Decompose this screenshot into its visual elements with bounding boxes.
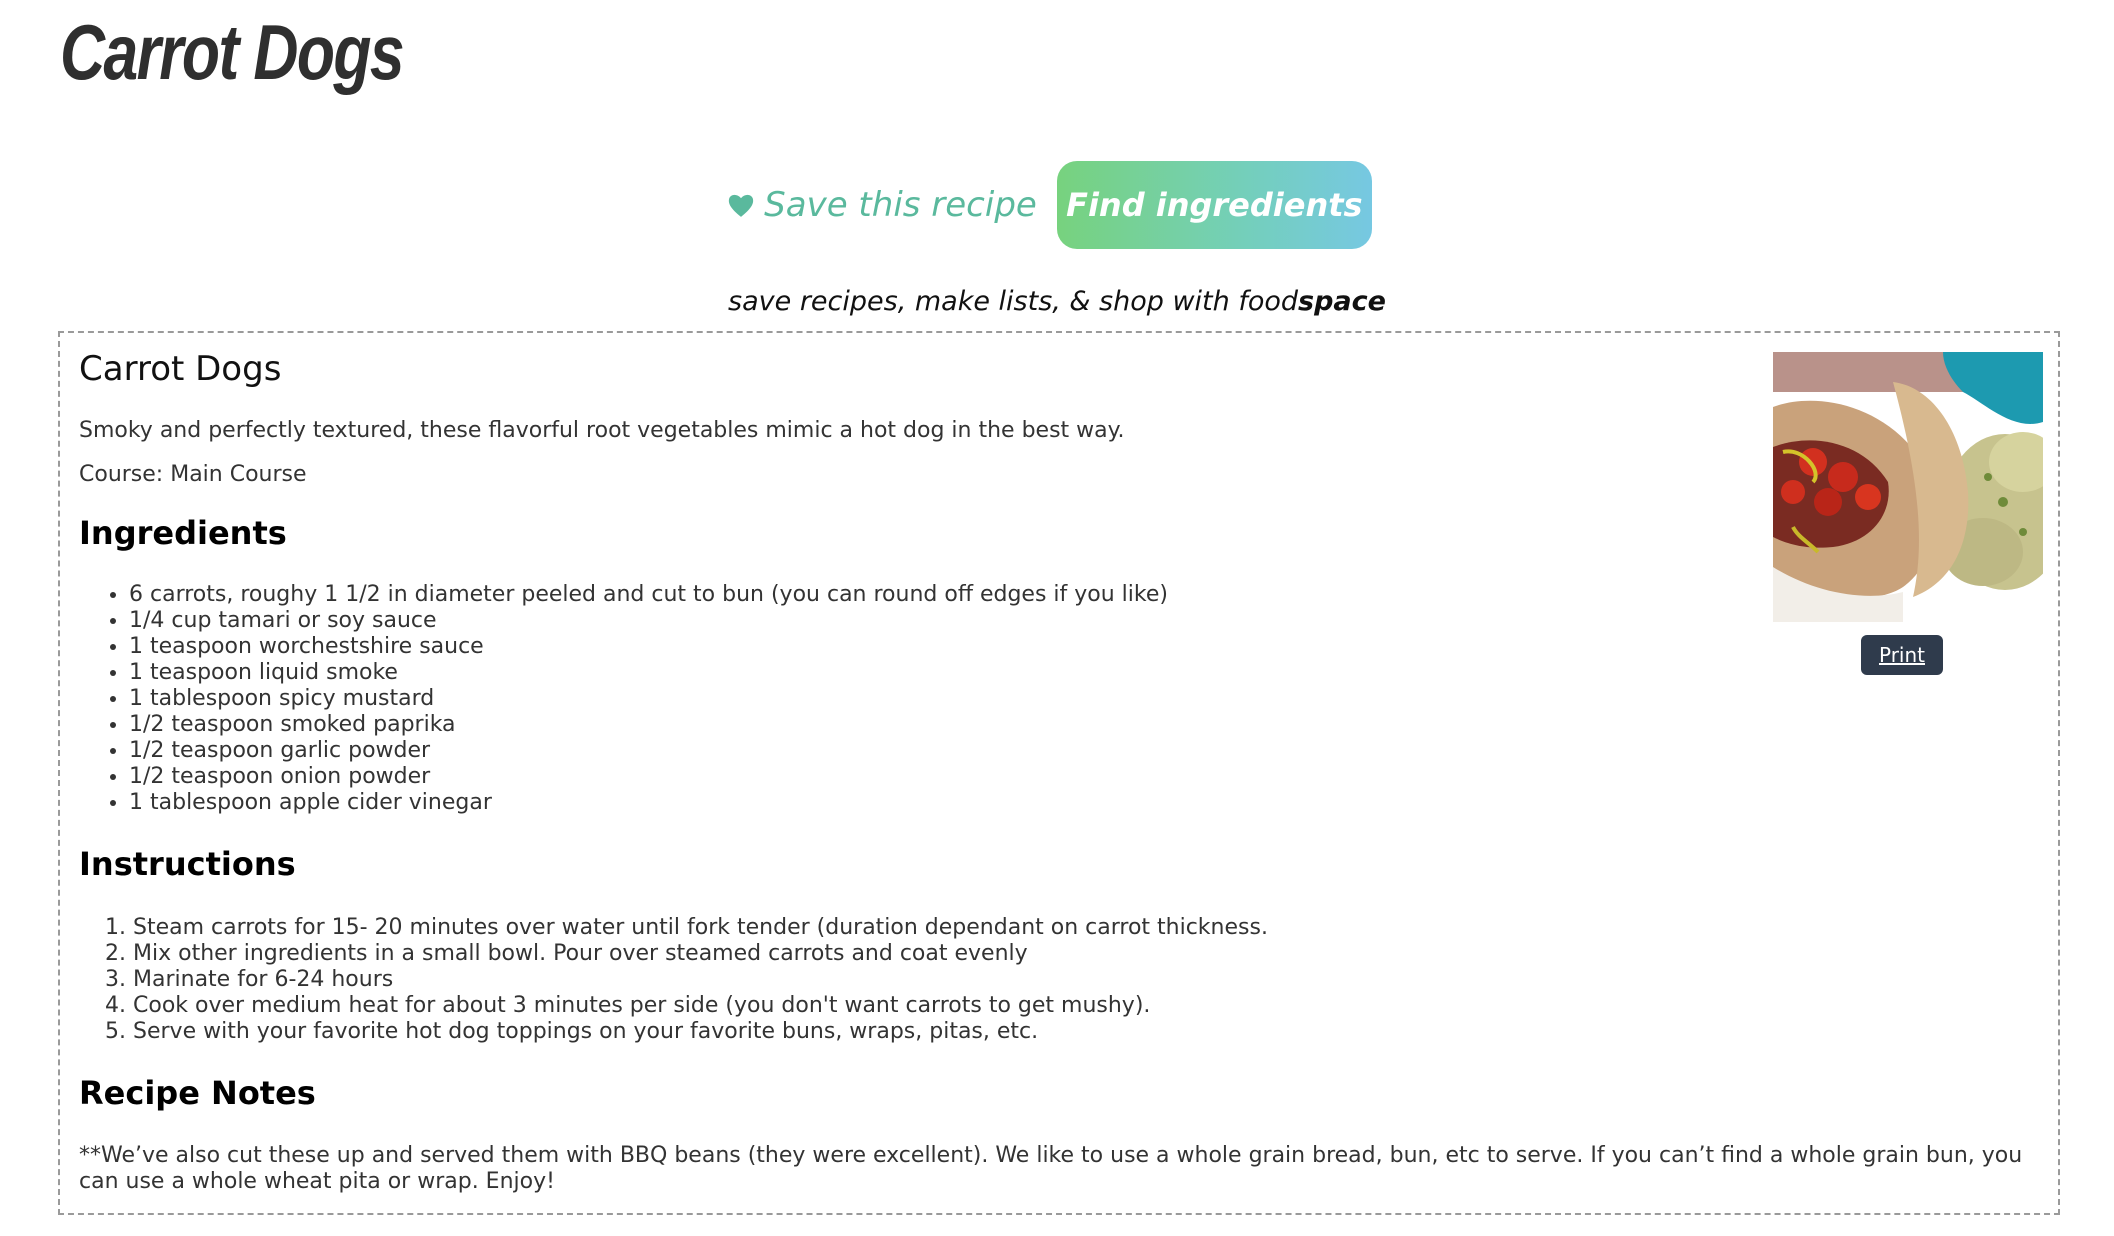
find-ingredients-button[interactable]: Find ingredients [1057, 161, 1372, 249]
ingredient-item: • 1 teaspoon worchestshire sauce [129, 634, 1168, 660]
ingredient-item: • 1 teaspoon liquid smoke [129, 660, 1168, 686]
save-recipe-link[interactable] [726, 185, 1037, 225]
recipe-actions [0, 160, 2114, 250]
tagline [0, 286, 2114, 317]
recipe-notes-text: **We’ve also cut these up and served them with BBQ beans (they were excellent). We like to use a whole grain bread, bun, etc to serve. If you can’t find a whole grain bun, you can use a whole wheat pita or wrap. Enjoy! [79, 1143, 2023, 1194]
instruction-step: 1. Steam carrots for 15- 20 minutes over water until fork tender (duration dependant on carrot thickness. [133, 915, 1268, 941]
ingredient-list [79, 582, 1168, 816]
instruction-step: 4. Cook over medium heat for about 3 minutes per side (you don't want carrots to get mushy). [133, 993, 1268, 1019]
recipe-photo-illustration [1773, 352, 2043, 622]
instructions-heading: Instructions [79, 845, 296, 883]
ingredient-item: • 1 tablespoon spicy mustard [129, 686, 1168, 712]
recipe-card [58, 331, 2060, 1215]
save-recipe-label: Save this recipe [764, 185, 1037, 225]
ingredient-item: • 1 tablespoon apple cider vinegar [129, 790, 1168, 816]
recipe-course: Course: Main Course [79, 462, 307, 487]
print-button[interactable]: Print [1861, 635, 1943, 675]
recipe-name: Carrot Dogs [79, 349, 282, 389]
recipe-summary: Smoky and perfectly textured, these flavorful root vegetables mimic a hot dog in the best way. [79, 418, 1125, 443]
ingredient-item: • 1/4 cup tamari or soy sauce [129, 608, 1168, 634]
instruction-step: 3. Marinate for 6-24 hours [133, 967, 1268, 993]
heart-icon [726, 190, 756, 220]
page-title: Carrot Dogs [60, 8, 403, 96]
tagline-text: save recipes, make lists, & shop with food [728, 286, 1299, 317]
ingredient-item: • 1/2 teaspoon garlic powder [129, 738, 1168, 764]
ingredients-heading: Ingredients [79, 514, 287, 552]
ingredient-item: • 1/2 teaspoon smoked paprika [129, 712, 1168, 738]
ingredient-item: • 1/2 teaspoon onion powder [129, 764, 1168, 790]
ingredient-item: • 6 carrots, roughy 1 1/2 in diameter peeled and cut to bun (you can round off edges if you like) [129, 582, 1168, 608]
instruction-step: 5. Serve with your favorite hot dog toppings on your favorite buns, wraps, pitas, etc. [133, 1019, 1268, 1045]
recipe-notes-heading: Recipe Notes [79, 1074, 316, 1112]
instruction-list [79, 915, 1268, 1045]
recipe-photo [1773, 352, 2043, 622]
tagline-brand: space [1298, 286, 1386, 317]
instruction-step: 2. Mix other ingredients in a small bowl. Pour over steamed carrots and coat evenly [133, 941, 1268, 967]
